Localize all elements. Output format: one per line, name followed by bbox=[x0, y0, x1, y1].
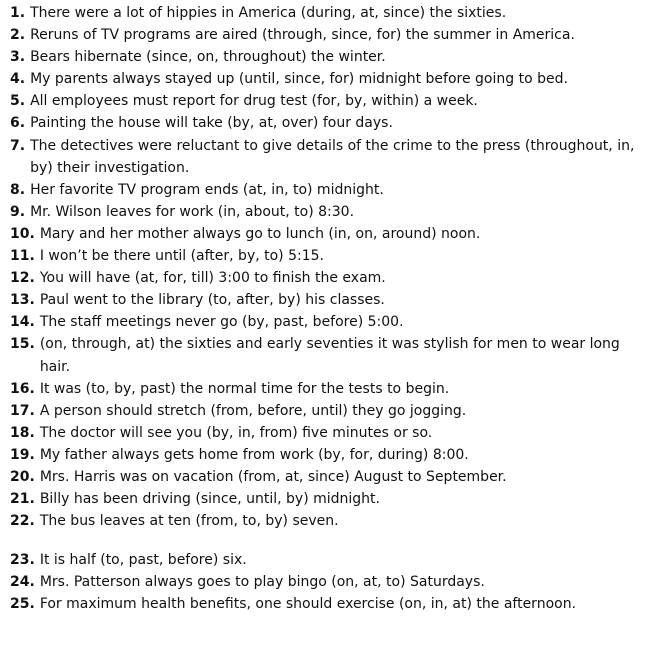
question-item bbox=[10, 179, 656, 201]
question-number: 7. bbox=[10, 137, 26, 154]
question-item bbox=[10, 135, 656, 179]
question-number: 8. bbox=[10, 181, 26, 198]
question-number: 13. bbox=[10, 292, 35, 309]
question-text: Paul went to the library (to, after, by) his classes. bbox=[39, 292, 385, 309]
question-text: For maximum health benefits, one should exercise (on, in, at) the afternoon. bbox=[39, 596, 577, 613]
question-number: 25. bbox=[10, 596, 35, 613]
question-item bbox=[10, 571, 656, 593]
question-item bbox=[10, 201, 656, 223]
question-text: I won’t be there until (after, by, to) 5:15. bbox=[39, 248, 324, 265]
question-item bbox=[10, 378, 656, 400]
question-item bbox=[10, 311, 656, 333]
question-text: Reruns of TV programs are aired (through, since, for) the summer in America. bbox=[30, 27, 575, 44]
question-text: A person should stretch (from, before, until) they go jogging. bbox=[39, 402, 467, 419]
question-text: The staff meetings never go (by, past, before) 5:00. bbox=[39, 314, 404, 331]
question-text: Mrs. Harris was on vacation (from, at, since) August to September. bbox=[39, 468, 507, 485]
question-number: 19. bbox=[10, 446, 35, 463]
question-number: 9. bbox=[10, 203, 26, 220]
question-item bbox=[10, 444, 656, 466]
question-text: There were a lot of hippies in America (during, at, since) the sixties. bbox=[30, 5, 507, 21]
question-item bbox=[10, 289, 656, 311]
question-text: Bears hibernate (since, on, throughout) the winter. bbox=[30, 49, 386, 66]
question-item bbox=[10, 267, 656, 289]
question-list-part-1 bbox=[10, 2, 656, 532]
question-item bbox=[10, 488, 656, 510]
question-item bbox=[10, 90, 656, 112]
question-number: 2. bbox=[10, 27, 26, 44]
question-number: 3. bbox=[10, 49, 26, 66]
question-item bbox=[10, 46, 656, 68]
question-number: 20. bbox=[10, 468, 35, 485]
question-text: The doctor will see you (by, in, from) five minutes or so. bbox=[39, 424, 433, 441]
question-item bbox=[10, 112, 656, 134]
question-item bbox=[10, 400, 656, 422]
question-item bbox=[10, 422, 656, 444]
question-number: 11. bbox=[10, 248, 35, 265]
section-spacer bbox=[10, 532, 656, 549]
question-text: (on, through, at) the sixties and early seventies it was stylish for men to wear long hair. bbox=[39, 336, 620, 375]
question-item bbox=[10, 510, 656, 532]
question-number: 12. bbox=[10, 270, 35, 287]
question-text: Billy has been driving (since, until, by) midnight. bbox=[39, 491, 380, 508]
question-text: It was (to, by, past) the normal time for the tests to begin. bbox=[39, 380, 450, 397]
question-number: 6. bbox=[10, 115, 26, 132]
question-text: Painting the house will take (by, at, over) four days. bbox=[30, 115, 393, 132]
question-number: 18. bbox=[10, 424, 35, 441]
question-item bbox=[10, 223, 656, 245]
question-number: 15. bbox=[10, 336, 35, 353]
question-number: 10. bbox=[10, 225, 35, 242]
question-text: It is half (to, past, before) six. bbox=[39, 552, 247, 569]
question-item bbox=[10, 549, 656, 571]
question-item bbox=[10, 2, 656, 24]
question-item bbox=[10, 593, 656, 615]
question-item bbox=[10, 245, 656, 267]
question-item bbox=[10, 466, 656, 488]
question-text: The bus leaves at ten (from, to, by) seven. bbox=[39, 513, 339, 530]
question-number: 23. bbox=[10, 552, 35, 569]
question-number: 1. bbox=[10, 5, 26, 21]
question-list-part-2 bbox=[10, 549, 656, 615]
question-number: 24. bbox=[10, 574, 35, 591]
question-text: Mrs. Patterson always goes to play bingo (on, at, to) Saturdays. bbox=[39, 574, 485, 591]
question-item bbox=[10, 333, 656, 377]
question-item bbox=[10, 68, 656, 90]
question-text: You will have (at, for, till) 3:00 to finish the exam. bbox=[39, 270, 386, 287]
question-text: The detectives were reluctant to give details of the crime to the press (throughout, in, by) their investigation. bbox=[30, 137, 635, 176]
question-number: 16. bbox=[10, 380, 35, 397]
question-number: 5. bbox=[10, 93, 26, 110]
question-text: All employees must report for drug test (for, by, within) a week. bbox=[30, 93, 478, 110]
question-text: Mary and her mother always go to lunch (in, on, around) noon. bbox=[39, 225, 481, 242]
question-text: My parents always stayed up (until, since, for) midnight before going to bed. bbox=[30, 71, 568, 88]
question-item bbox=[10, 24, 656, 46]
question-text: Her favorite TV program ends (at, in, to) midnight. bbox=[30, 181, 384, 198]
question-number: 14. bbox=[10, 314, 35, 331]
question-number: 21. bbox=[10, 491, 35, 508]
question-number: 22. bbox=[10, 513, 35, 530]
question-number: 17. bbox=[10, 402, 35, 419]
question-text: My father always gets home from work (by, for, during) 8:00. bbox=[39, 446, 469, 463]
question-number: 4. bbox=[10, 71, 26, 88]
question-text: Mr. Wilson leaves for work (in, about, to) 8:30. bbox=[30, 203, 355, 220]
